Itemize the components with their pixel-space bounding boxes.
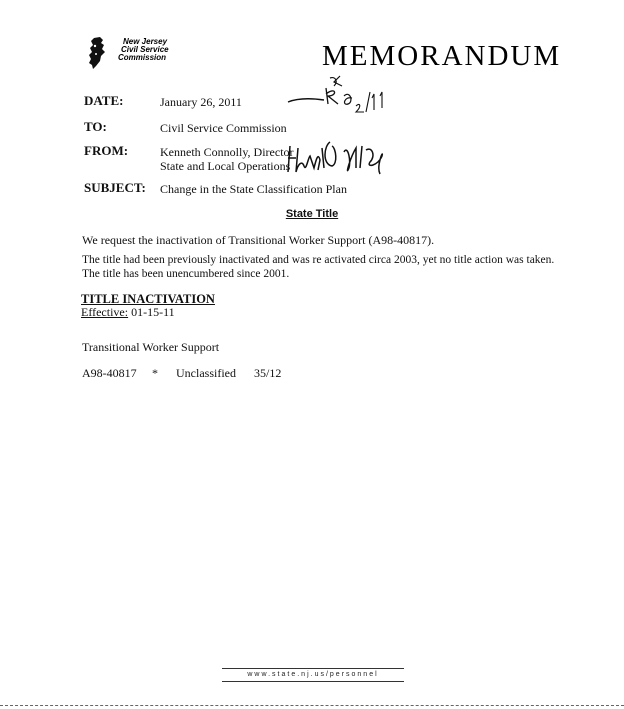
subject-value: Change in the State Classification Plan bbox=[160, 182, 347, 196]
title-name: Transitional Worker Support bbox=[82, 340, 220, 354]
date-value: January 26, 2011 bbox=[160, 95, 242, 109]
to-label: TO: bbox=[84, 119, 107, 134]
from-name: Kenneth Connolly, Director bbox=[160, 145, 294, 159]
logo-line-3: Commission bbox=[118, 53, 167, 62]
handwritten-signature bbox=[286, 138, 390, 178]
history-paragraph: The title had been previously inactivated and was re activated circa 2003, yet no title action was taken. The title has been unencumbered since 2001. bbox=[82, 254, 555, 280]
section-title: State Title bbox=[285, 208, 339, 220]
from-label: FROM: bbox=[84, 143, 129, 158]
effective-label: Effective: bbox=[81, 305, 129, 319]
effective-line bbox=[81, 305, 175, 320]
title-marker: * bbox=[152, 366, 158, 380]
subject-label: SUBJECT: bbox=[84, 180, 146, 195]
page-bottom-rule bbox=[0, 705, 624, 706]
logo-wordmark bbox=[118, 38, 169, 62]
logo-line-1: New Jersey bbox=[123, 37, 168, 46]
memo-title: MEMORANDUM bbox=[322, 40, 562, 72]
request-paragraph: We request the inactivation of Transitional Worker Support (A98-40817). bbox=[82, 233, 435, 247]
from-office: State and Local Operations bbox=[160, 159, 291, 173]
effective-date: 01-15-11 bbox=[131, 305, 175, 319]
logo-line-2: Civil Service bbox=[121, 45, 169, 54]
handwritten-approval-initials bbox=[284, 72, 394, 128]
nj-state-silhouette-logo bbox=[86, 36, 122, 70]
title-code: A98-40817 bbox=[82, 366, 137, 380]
footer-url: www.state.nj.us/personnel bbox=[247, 671, 379, 678]
footer-rule-top bbox=[222, 668, 404, 669]
footer-rule-bottom bbox=[222, 681, 404, 682]
date-label: DATE: bbox=[84, 93, 124, 108]
title-classification: Unclassified bbox=[176, 366, 236, 380]
title-range: 35/12 bbox=[254, 366, 282, 380]
to-value: Civil Service Commission bbox=[160, 121, 287, 135]
inactivation-heading: TITLE INACTIVATION bbox=[81, 292, 215, 306]
